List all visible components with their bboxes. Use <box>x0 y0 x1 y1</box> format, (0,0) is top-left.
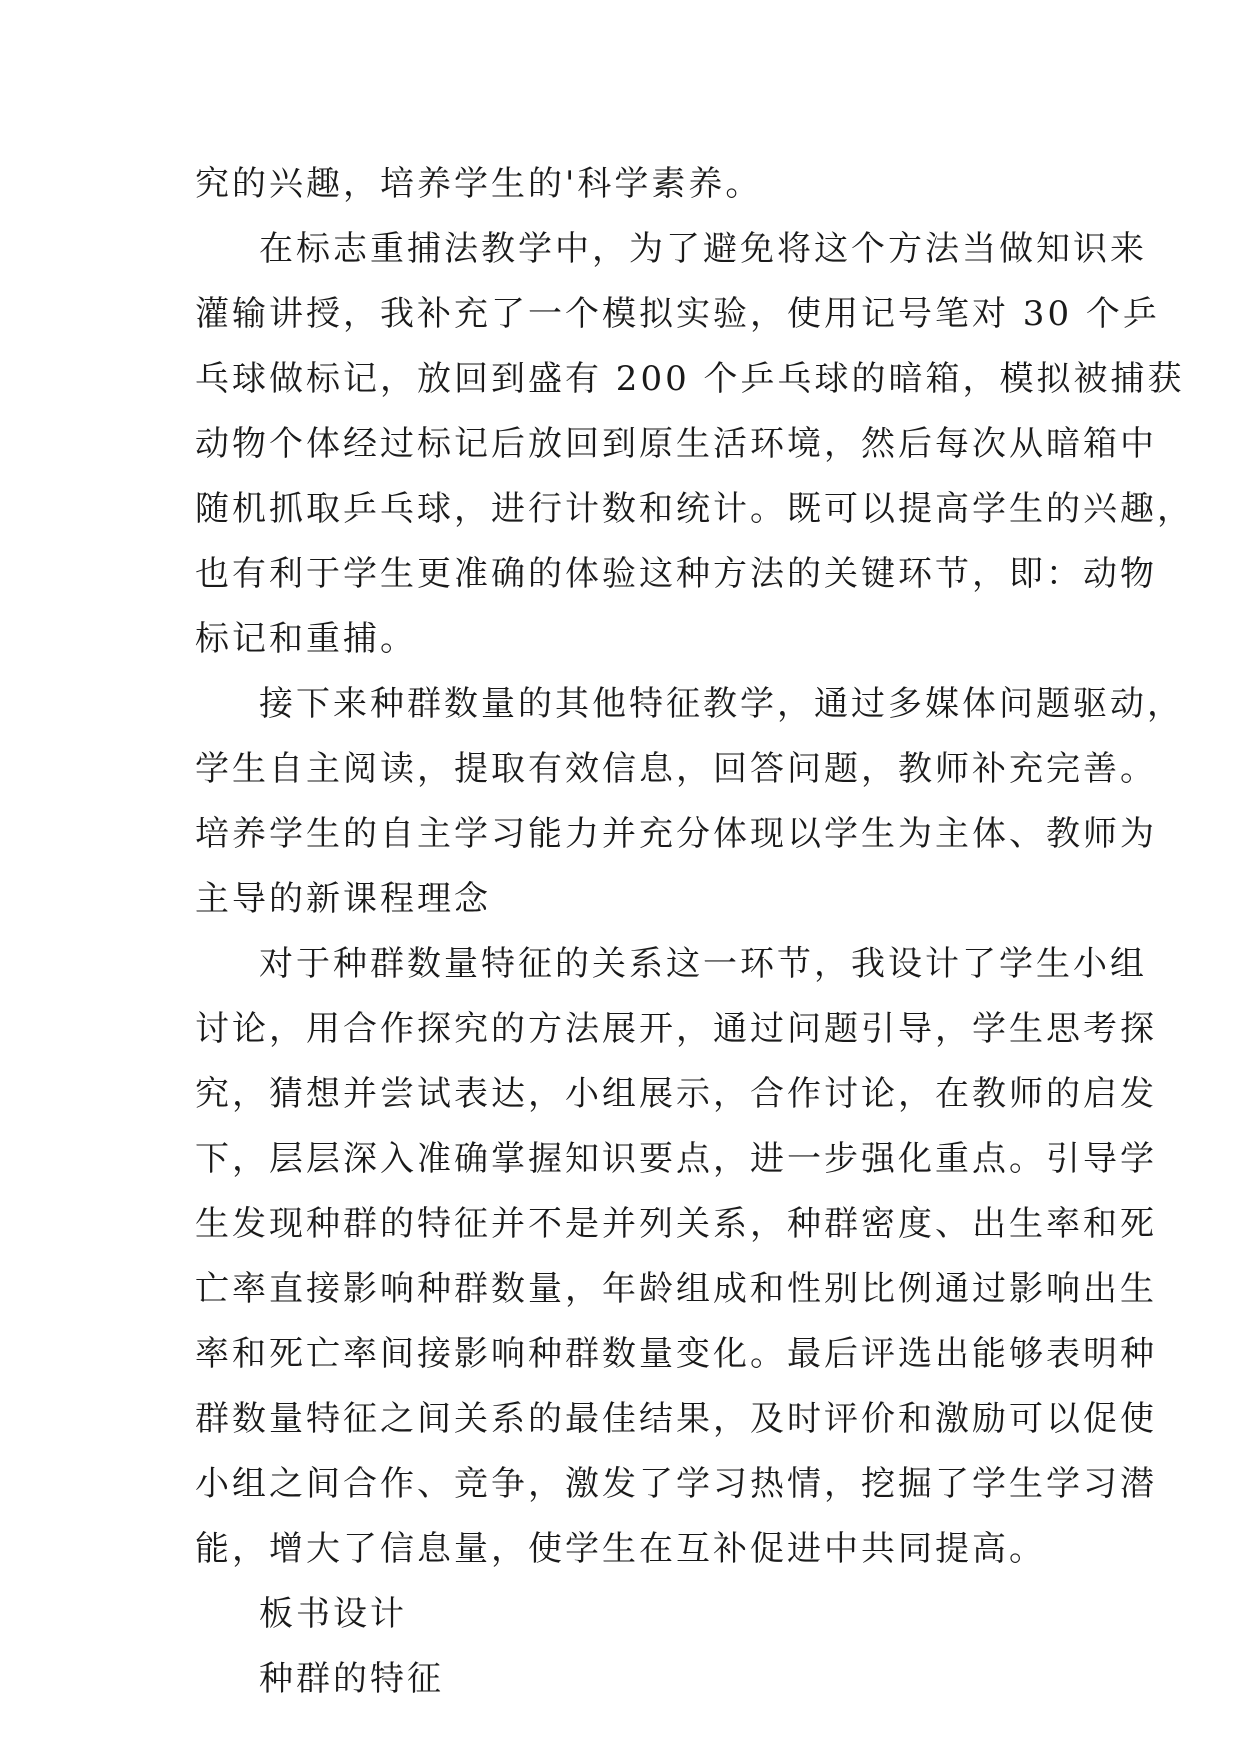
text-line: 主导的新课程理念 <box>195 879 491 919</box>
text-line: 小组之间合作、竞争，激发了学习热情，挖掘了学生学习潜 <box>195 1464 1157 1504</box>
paragraph <box>195 152 1075 217</box>
text-line: 能，增大了信息量，使学生在互补促进中共同提高。 <box>195 1529 1046 1569</box>
document-body <box>195 152 1194 1712</box>
text-line: 乓球做标记，放回到盛有 200 个乒乓球的暗箱，模拟被捕获 <box>195 359 1185 399</box>
text-line: 也有利于学生更准确的体验这种方法的关键环节，即：动物 <box>195 554 1157 594</box>
text-line: 学生自主阅读，提取有效信息，回答问题，教师补充完善。 <box>195 749 1157 789</box>
text-line: 动物个体经过标记后放回到原生活环境，然后每次从暗箱中 <box>195 424 1157 464</box>
text-line: 灌输讲授，我补充了一个模拟实验，使用记号笔对 30 个乒 <box>195 294 1160 334</box>
text-line: 随机抓取乒乓球，进行计数和统计。既可以提高学生的兴趣， <box>195 489 1194 529</box>
text-line: 在标志重捕法教学中，为了避免将这个方法当做知识来 <box>259 229 1147 269</box>
paragraph <box>195 672 1184 932</box>
paragraph <box>195 217 1194 672</box>
section-heading <box>195 1582 1075 1647</box>
text-line: 讨论，用合作探究的方法展开，通过问题引导，学生思考探 <box>195 1009 1157 1049</box>
text-line: 板书设计 <box>259 1594 407 1634</box>
text-line: 培养学生的自主学习能力并充分体现以学生为主体、教师为 <box>195 814 1157 854</box>
text-line: 标记和重捕。 <box>195 619 417 659</box>
text-line: 种群的特征 <box>259 1659 444 1699</box>
text-line: 下，层层深入准确掌握知识要点，进一步强化重点。引导学 <box>195 1139 1157 1179</box>
text-line: 群数量特征之间关系的最佳结果，及时评价和激励可以促使 <box>195 1399 1157 1439</box>
section-heading <box>195 1647 1075 1712</box>
text-line: 率和死亡率间接影响种群数量变化。最后评选出能够表明种 <box>195 1334 1157 1374</box>
text-line: 生发现种群的特征并不是并列关系，种群密度、出生率和死 <box>195 1204 1157 1244</box>
paragraph <box>195 932 1157 1582</box>
text-line: 究的兴趣，培养学生的'科学素养。 <box>195 164 763 204</box>
text-line: 接下来种群数量的其他特征教学，通过多媒体问题驱动， <box>259 684 1184 724</box>
text-line: 亡率直接影响种群数量，年龄组成和性别比例通过影响出生 <box>195 1269 1157 1309</box>
text-line: 对于种群数量特征的关系这一环节，我设计了学生小组 <box>259 944 1147 984</box>
text-line: 究，猜想并尝试表达，小组展示，合作讨论，在教师的启发 <box>195 1074 1157 1114</box>
